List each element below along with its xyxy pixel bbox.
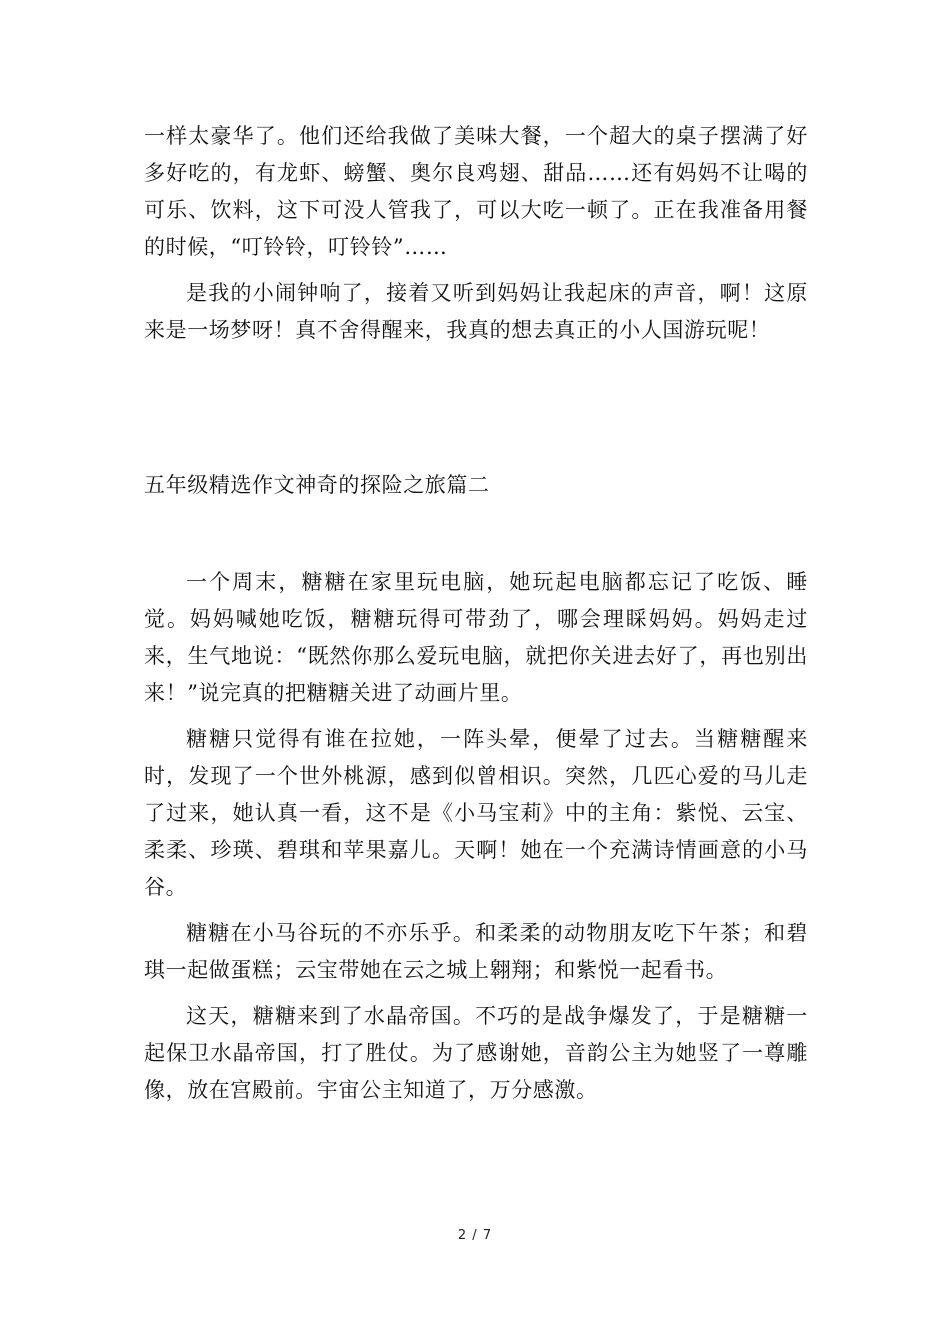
section-1-body (144, 118, 808, 349)
paragraph: 一样太豪华了。他们还给我做了美味大餐，一个超大的桌子摆满了好多好吃的，有龙虾、螃蟹、奥尔良鸡翅、甜品……还有妈妈不让喝的可乐、饮料，这下可没人管我了，可以大吃一顿了。正在我准备用餐的时候，“叮铃铃，叮铃铃”…… (144, 124, 808, 259)
paragraph: 是我的小闹钟响了，接着又听到妈妈让我起床的声音，啊！这原来是一场梦呀！真不舍得醒来，我真的想去真正的小人国游玩呢！ (144, 281, 808, 342)
paragraph: 一个周末，糖糖在家里玩电脑，她玩起电脑都忘记了吃饭、睡觉。妈妈喊她吃饭，糖糖玩得可带劲了，哪会理睬妈妈。妈妈走过来，生气地说：“既然你那么爱玩电脑，就把你关进去好了，再也别出来！”说完真的把糖糖关进了动画片里。 (144, 570, 808, 705)
page-number: 2 / 7 (457, 1228, 493, 1243)
paragraph: 这天，糖糖来到了水晶帝国。不巧的是战争爆发了，于是糖糖一起保卫水晶帝国，打了胜仗。为了感谢她，音韵公主为她竖了一尊雕像，放在宫殿前。宇宙公主知道了，万分感激。 (144, 1004, 808, 1102)
paragraph: 糖糖只觉得有谁在拉她，一阵头晕，便晕了过去。当糖糖醒来时，发现了一个世外桃源，感到似曾相识。突然，几匹心爱的马儿走了过来，她认真一看，这不是《小马宝莉》中的主角：紫悦、云宝、柔柔、珍瑛、碧琪和苹果嘉儿。天啊！她在一个充满诗情画意的小马谷。 (144, 727, 808, 899)
section-2-body (144, 564, 808, 1109)
section-heading: 五年级精选作文神奇的探险之旅篇二 (144, 473, 490, 497)
paragraph: 糖糖在小马谷玩的不亦乐乎。和柔柔的动物朋友吃下午茶；和碧琪一起做蛋糕；云宝带她在云之城上翱翔；和紫悦一起看书。 (144, 921, 808, 982)
